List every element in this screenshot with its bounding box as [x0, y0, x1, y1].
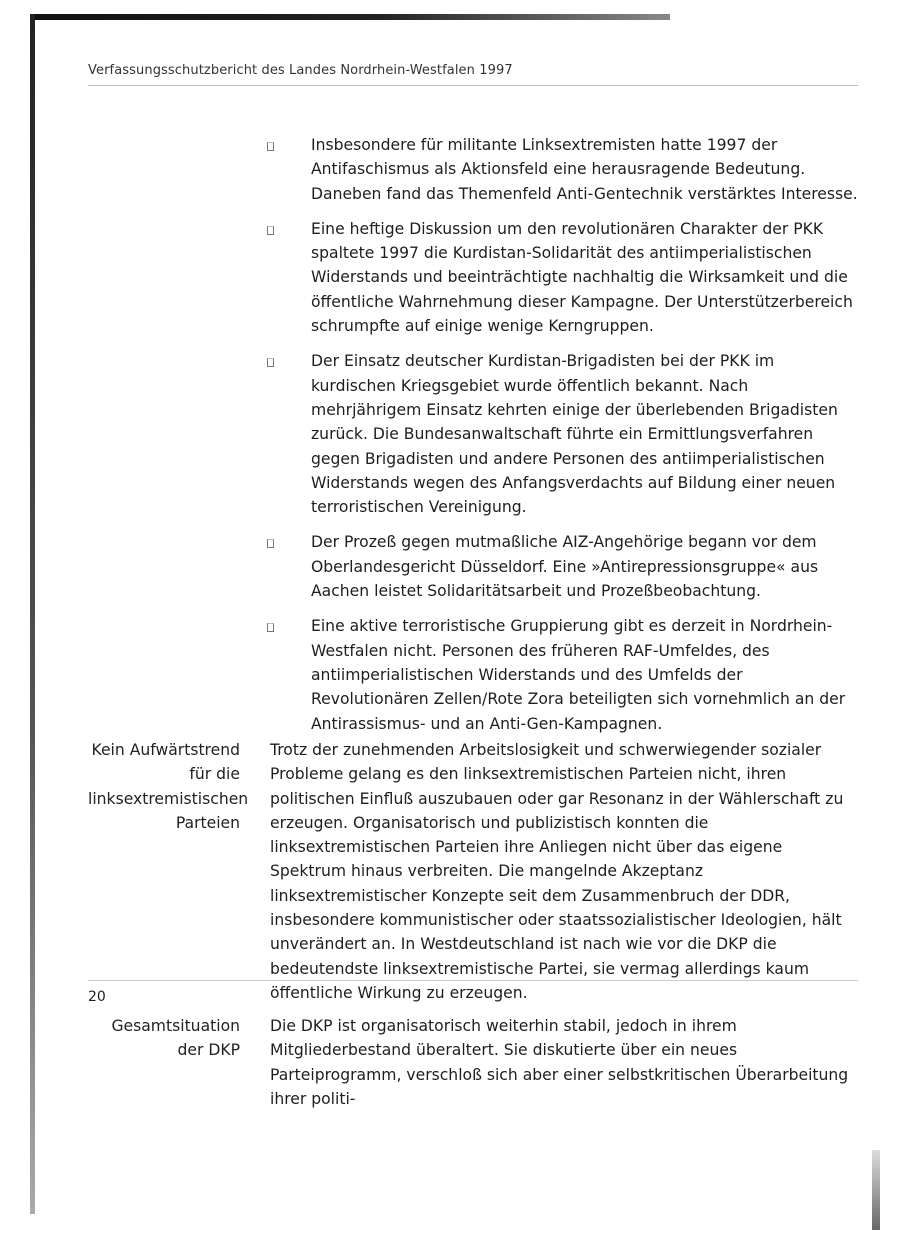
margin-heading-dkp: Gesamtsituation der DKP — [111, 1017, 240, 1060]
scan-edge-left — [30, 14, 35, 1214]
bullet-item — [265, 133, 861, 206]
header-divider — [88, 85, 858, 86]
bullet-text: Insbesondere für militante Linksextremisten hatte 1997 der Antifaschismus als Aktionsfeld eine herausragende Bedeutung. Daneben fand das Themenfeld Anti-Gentechnik verstärktes Interesse. — [311, 136, 858, 203]
bullet-item — [265, 614, 861, 735]
checkbox-bullet-icon — [267, 226, 274, 235]
bullet-text: Der Prozeß gegen mutmaßliche AIZ-Angehörige begann vor dem Oberlandesgericht Düsseldorf. Eine »Antirepressionsgruppe« aus Aachen leistet Solidaritätsarbeit und Prozeßbeobachtung. — [311, 533, 819, 601]
bullet-list — [265, 133, 861, 747]
checkbox-bullet-icon — [267, 142, 274, 151]
bullet-text: Eine heftige Diskussion um den revolutionären Charakter der PKK spaltete 1997 die Kurdistan-Solidarität des antiimperialistischen Widerstands und beeinträchtigte nachhaltig die Wirksamkeit und die öffentliche Wahrnehmung dieser Kampagne. Der Unterstützerbereich schrumpfte auf einige wenige Kerngruppen. — [311, 219, 853, 336]
scan-edge-top — [30, 14, 670, 20]
bullet-text: Der Einsatz deutscher Kurdistan-Brigadisten bei der PKK im kurdischen Kriegsgebiet wurde öffentlich bekannt. Nach mehrjährigem Einsatz kehrten einige der überlebenden Brigadisten zurück. Die Bundesanwaltschaft führte ein Ermittlungsverfahren gegen Brigadisten und andere Personen des antiimperialistischen Widerstands wegen des Anfangsverdachts auf Bildung einer neuen terroristischen Vereinigung. — [311, 352, 838, 517]
page-number: 20 — [88, 989, 106, 1005]
margin-heading-parties: Kein Aufwärtstrend für die linksextremistischen Parteien — [88, 741, 249, 832]
running-header: Verfassungsschutzbericht des Landes Nordrhein-Westfalen 1997 — [88, 63, 513, 78]
bullet-item — [265, 349, 861, 519]
checkbox-bullet-icon — [267, 358, 274, 367]
scan-edge-right — [872, 1150, 880, 1230]
paragraph-dkp: Die DKP ist organisatorisch weiterhin stabil, jedoch in ihrem Mitgliederbestand überaltert. Sie diskutierte über ein neues Parteiprogramm, verschloß sich aber einer selbstkritischen Überarbeitung ihrer politi- — [270, 1017, 849, 1108]
bullet-item — [265, 530, 861, 603]
paragraph-parties: Trotz der zunehmenden Arbeitslosigkeit und schwerwiegender sozialer Probleme gelang es den linksextremistischen Parteien nicht, ihren politischen Einfluß auszubauen oder gar Resonanz in der Wählerschaft zu erzeugen. Organisatorisch und publizistisch konnten die linksextremistischen Parteien ihre Anliegen nicht über das eigene Spektrum hinaus verbreiten. Die mangelnde Akzeptanz linksextremistischer Konzepte seit dem Zusammenbruch der DDR, insbesondere kommunistischer oder staatssozialistischer Ideologien, hält unverändert an. In Westdeutschland ist nach wie vor die DKP die bedeutendste linksextremistische Partei, sie vermag allerdings kaum öffentliche Wirkung zu erzeugen. — [270, 741, 844, 1002]
bullet-text: Eine aktive terroristische Gruppierung gibt es derzeit in Nordrhein-Westfalen nicht. Personen des früheren RAF-Umfeldes, des antiimperialistischen Widerstands und des Umfelds der Revolutionären Zellen/Rote Zora beteiligten sich vornehmlich an der Antirassismus- und an Anti-Gen-Kampagnen. — [311, 617, 846, 733]
checkbox-bullet-icon — [267, 623, 274, 632]
bullet-item — [265, 217, 861, 338]
checkbox-bullet-icon — [267, 539, 274, 548]
footer-divider — [88, 980, 858, 981]
